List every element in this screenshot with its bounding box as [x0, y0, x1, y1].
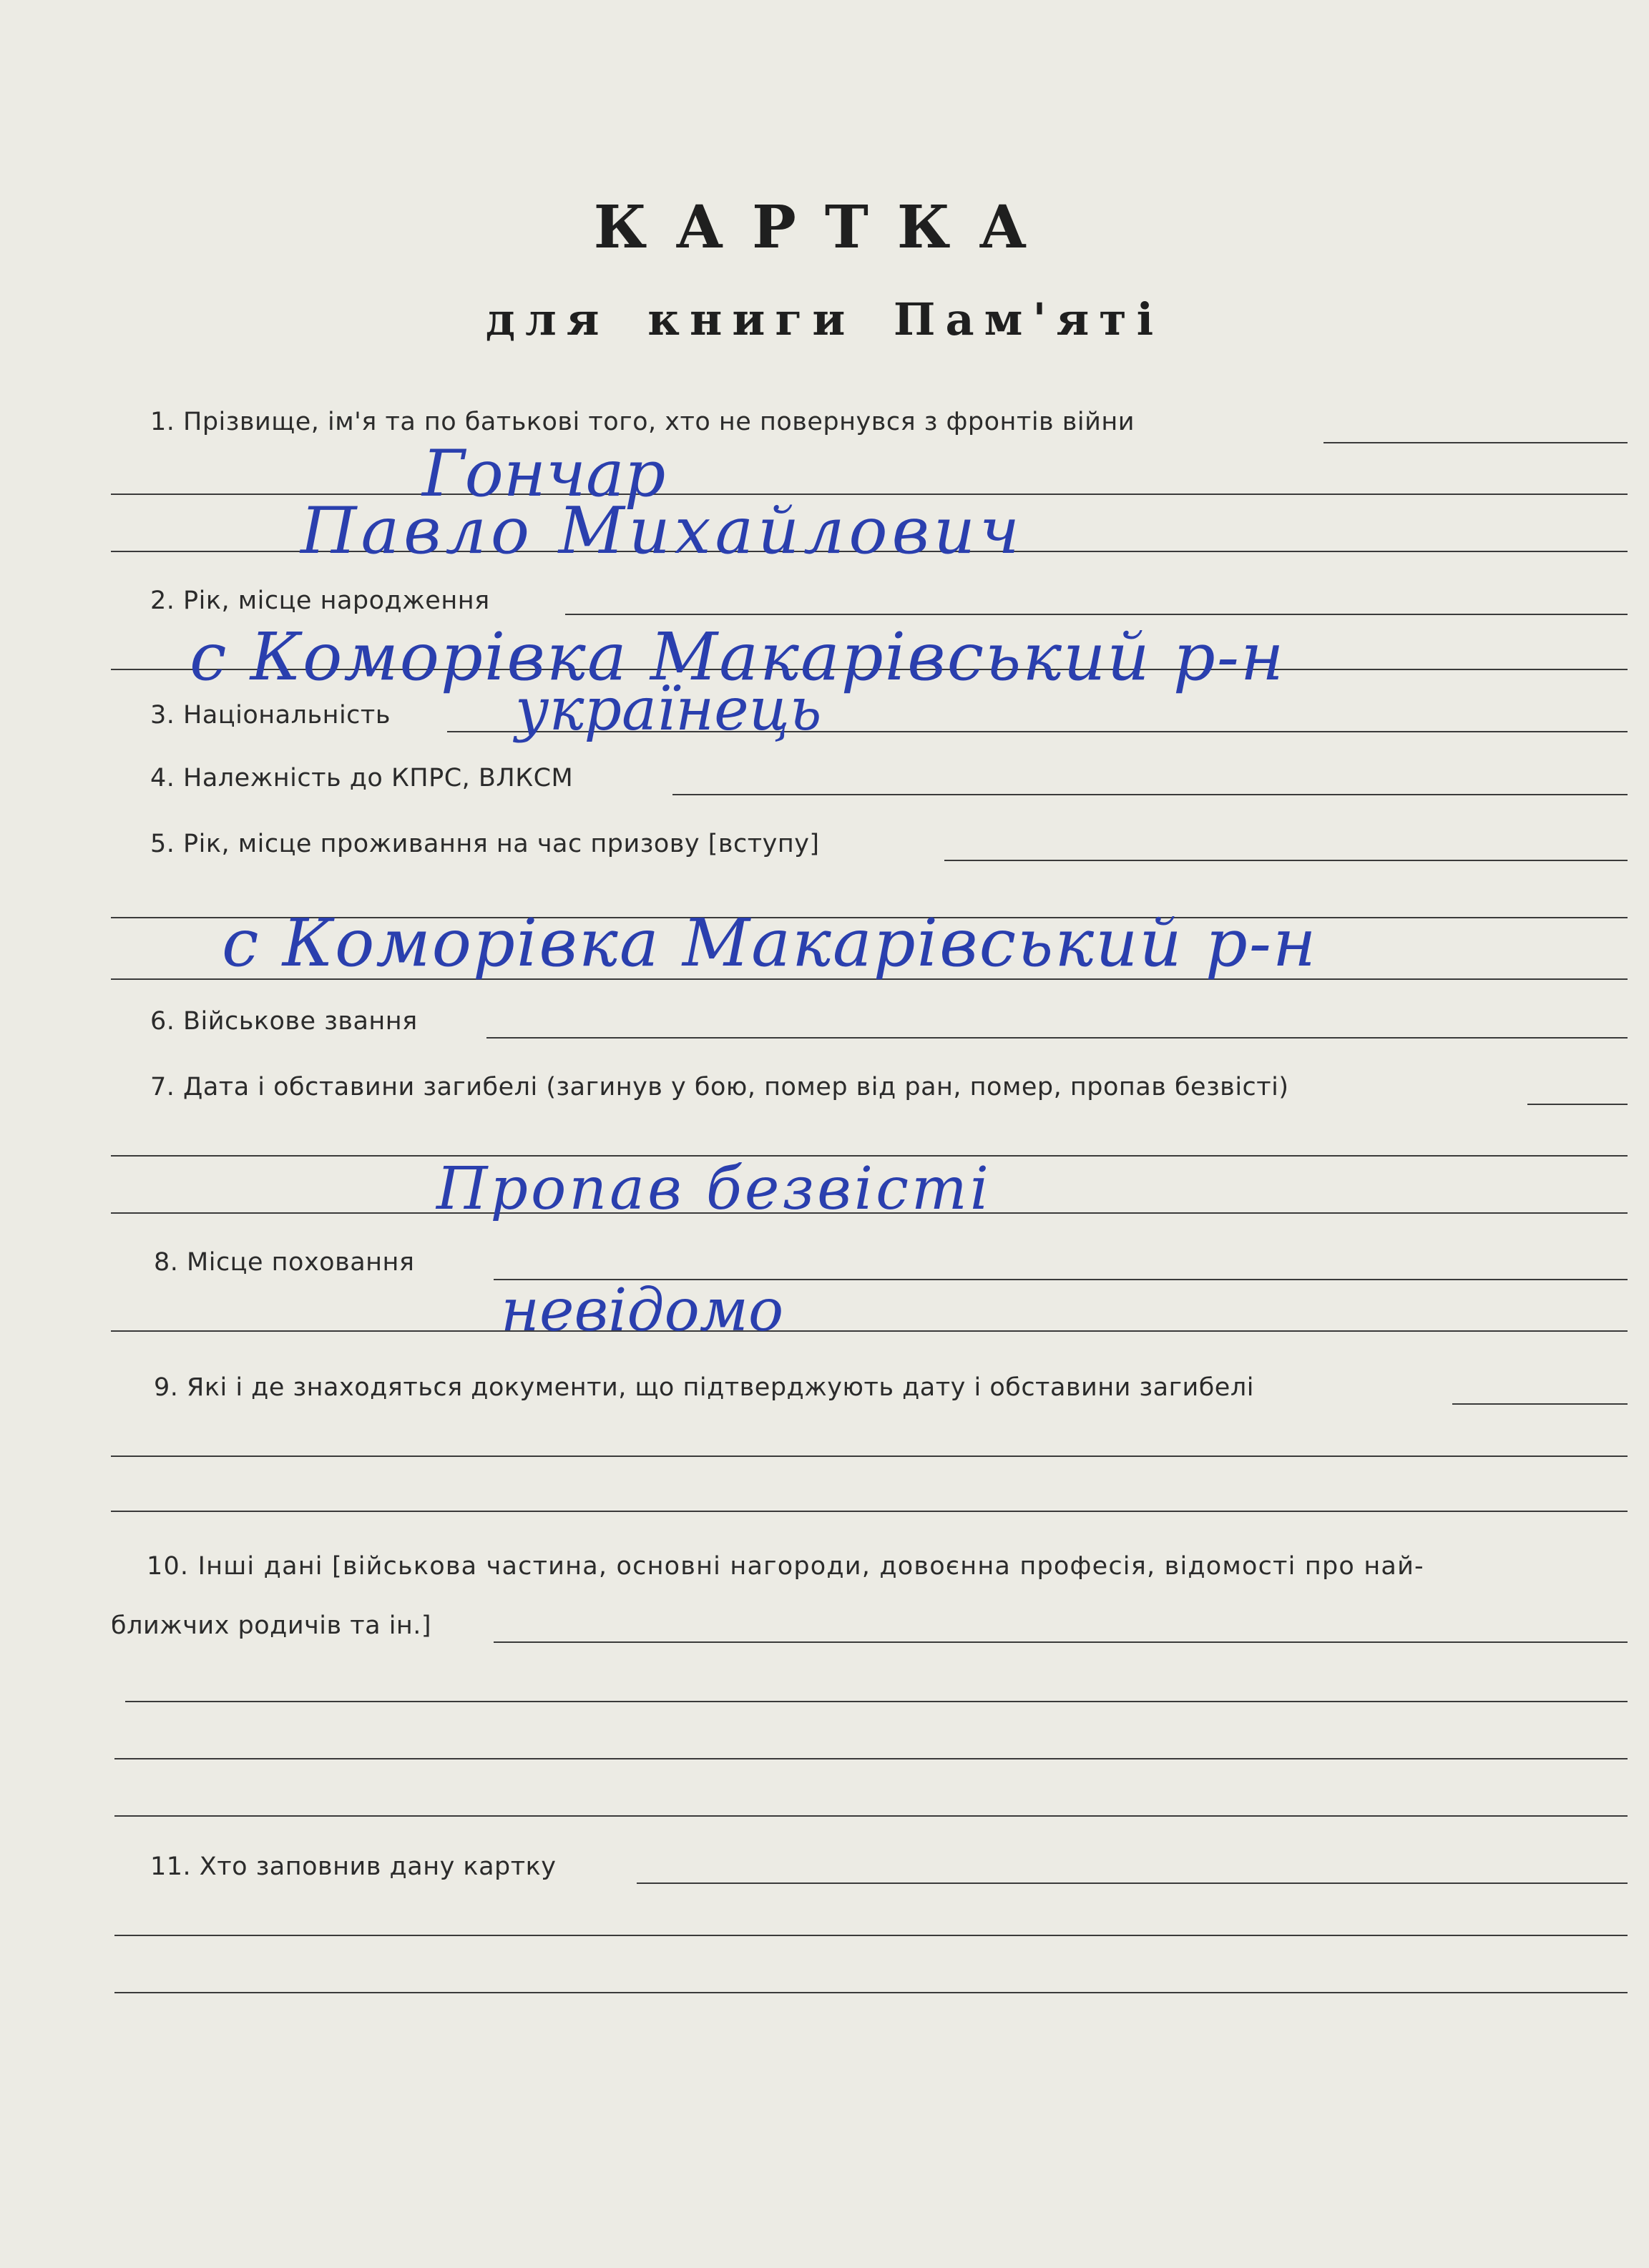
handwritten-name: Павло Михайлович [300, 494, 1024, 569]
handwritten-burial: невідомо [501, 1277, 784, 1345]
field-7-label: 7. Дата і обставини загибелі (загинув у бою, помер від ран, помер, пропав безвісті) [150, 1073, 1289, 1101]
field-11-rule-2 [114, 1935, 1628, 1936]
field-10-rule-2 [125, 1701, 1628, 1702]
field-6-rule [486, 1037, 1628, 1039]
field-1-rule [1323, 442, 1628, 443]
field-10-label: 10. Інші дані [військова частина, основні нагороди, довоєнна професія, відомості про най- [147, 1552, 1424, 1581]
field-10-rule-4 [114, 1815, 1628, 1817]
field-8-rule-2 [111, 1330, 1628, 1332]
field-4-label: 4. Належність до КПРС, ВЛКСМ [150, 764, 574, 792]
card-subtitle: для книги Пам'яті [485, 293, 1164, 345]
field-7-rule [1527, 1104, 1628, 1105]
field-9-label: 9. Які і де знаходяться документи, що підтверджують дату і обставини загибелі [154, 1373, 1254, 1402]
field-10-rule [494, 1641, 1628, 1643]
handwritten-birthplace: с Коморівка Макарівський р-н [190, 619, 1286, 695]
handwritten-residence: с Коморівка Макарівський р-н [222, 905, 1318, 981]
handwritten-surname: Гончар [422, 436, 666, 511]
field-10-rule-3 [114, 1758, 1628, 1759]
field-2-rule [565, 614, 1628, 615]
field-1-label: 1. Прізвище, ім'я та по батькові того, хто не повернувся з фронтів війни [150, 408, 1135, 436]
handwritten-circumstances: Пропав безвісті [436, 1155, 992, 1223]
handwritten-nationality: українець [515, 676, 822, 744]
field-11-label: 11. Хто заповнив дану картку [150, 1852, 557, 1881]
card-title: КАРТКА [593, 193, 1056, 262]
field-9-rule [1452, 1403, 1628, 1405]
field-9-rule-3 [111, 1511, 1628, 1512]
field-6-label: 6. Військове звання [150, 1007, 418, 1036]
field-9-rule-2 [111, 1455, 1628, 1457]
field-3-label: 3. Національність [150, 701, 391, 730]
field-11-rule-3 [114, 1992, 1628, 1993]
field-11-rule [637, 1882, 1628, 1884]
field-8-label: 8. Місце поховання [154, 1248, 415, 1277]
field-2-label: 2. Рік, місце народження [150, 586, 490, 615]
field-5-label: 5. Рік, місце проживання на час призову [вступу] [150, 830, 820, 858]
field-10-label-cont: ближчих родичів та ін.] [111, 1611, 432, 1640]
field-4-rule [672, 794, 1628, 795]
field-5-rule [944, 860, 1628, 861]
